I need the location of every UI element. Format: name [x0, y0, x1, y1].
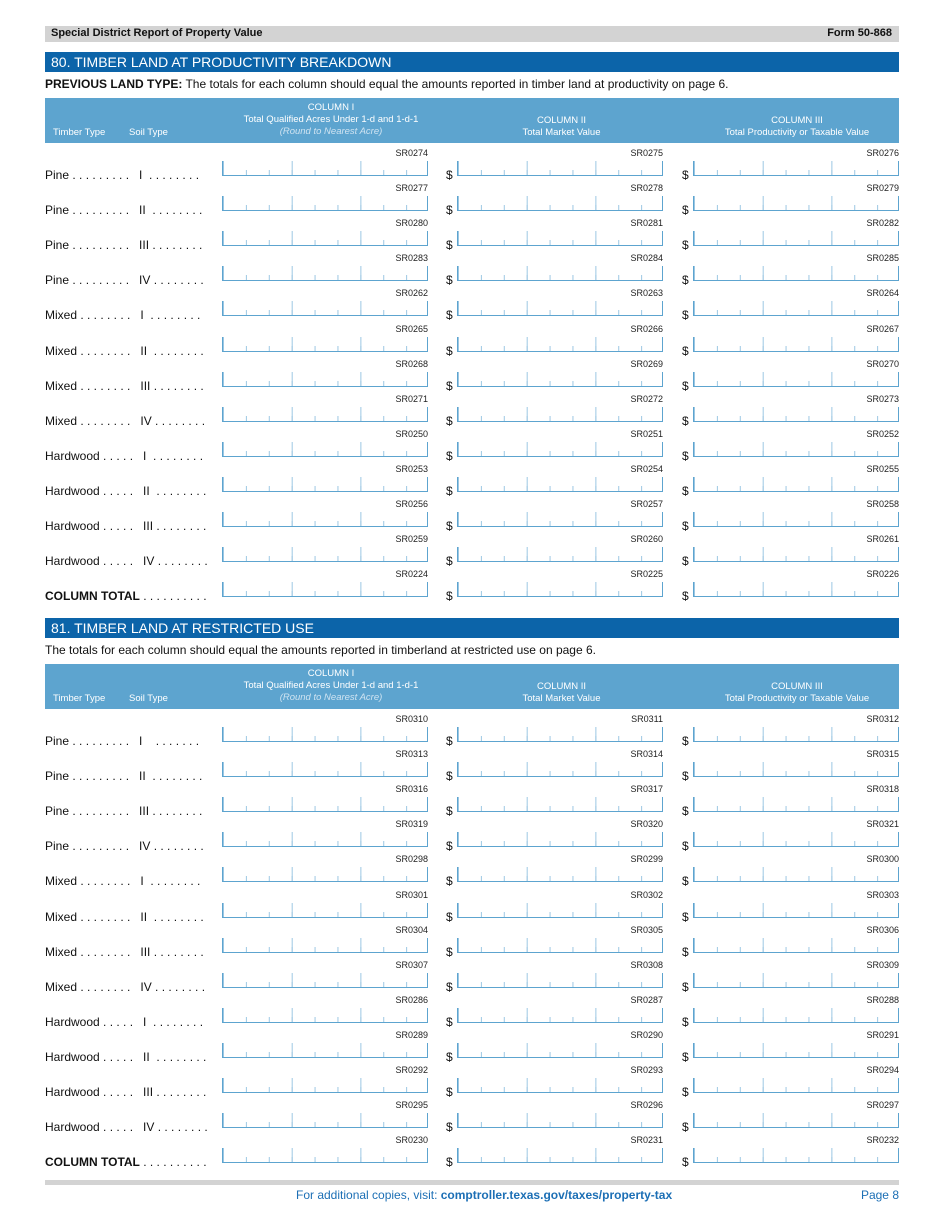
row-label: Mixed . . . . . . . . II . . . . . . . . [45, 909, 204, 924]
section-instructions [45, 643, 596, 657]
column-1-header: COLUMN I Total Qualified Acres Under 1-d and 1-d-1 (Round to Nearest Acre) [243, 668, 419, 703]
productivity-value-input[interactable] [693, 301, 899, 316]
column-2-header: COLUMN II Total Market Value [522, 681, 601, 704]
field-code: SR0256 [395, 499, 428, 509]
acres-input[interactable] [222, 196, 428, 211]
row-label: Hardwood . . . . . I . . . . . . . . [45, 1014, 204, 1029]
row-label: Hardwood . . . . . II . . . . . . . . [45, 483, 207, 498]
column-header [45, 98, 899, 143]
dollar-sign: $ [682, 519, 689, 533]
productivity-value-input[interactable] [693, 762, 899, 777]
dollar-sign: $ [682, 1014, 689, 1029]
acres-input[interactable] [222, 938, 428, 953]
dollar-sign: $ [446, 483, 453, 498]
dollar-sign: $ [682, 483, 689, 498]
dollar-sign: $ [682, 413, 689, 428]
dollar-sign: $ [682, 874, 689, 889]
market-value-input[interactable] [457, 1043, 663, 1058]
field-code: SR0259 [395, 534, 428, 545]
dollar-sign: $ [682, 168, 689, 182]
table-row [0, 889, 950, 924]
acres-input[interactable] [222, 161, 428, 176]
row-label: Pine . . . . . . . . . IV . . . . . . . . [45, 839, 204, 854]
productivity-value-input[interactable] [693, 727, 899, 742]
market-value-input[interactable] [457, 442, 663, 457]
dollar-sign: $ [682, 804, 689, 819]
productivity-value-input[interactable] [693, 1113, 899, 1128]
field-code: SR0275 [630, 148, 663, 158]
row-label: Mixed . . . . . . . . IV . . . . . . . . [45, 413, 206, 428]
dollar-sign: $ [446, 343, 453, 358]
dollar-sign: $ [446, 378, 453, 393]
field-code: SR0263 [630, 288, 663, 299]
field-code: SR0287 [630, 994, 663, 1005]
dollar-sign: $ [446, 1049, 453, 1064]
row-label: Hardwood . . . . . III . . . . . . . . [45, 1085, 207, 1099]
dollar-sign: $ [682, 909, 689, 924]
column-3-header: COLUMN III Total Productivity or Taxable Value [724, 681, 870, 704]
field-code: SR0318 [866, 784, 899, 795]
row-label: Pine . . . . . . . . . I . . . . . . . . [45, 168, 200, 182]
field-code: SR0297 [866, 1100, 899, 1111]
field-code: SR0273 [866, 393, 899, 404]
table-row [0, 818, 950, 853]
productivity-value-input[interactable] [693, 938, 899, 953]
soil-type-header: Soil Type [129, 127, 168, 138]
field-code: SR0292 [395, 1065, 428, 1075]
acres-input[interactable] [222, 477, 428, 492]
soil-type-header: Soil Type [129, 693, 168, 704]
productivity-value-input[interactable] [693, 266, 899, 281]
productivity-value-input[interactable] [693, 797, 899, 812]
field-code: SR0252 [866, 428, 899, 439]
dollar-sign: $ [446, 874, 453, 889]
row-label: Hardwood . . . . . IV . . . . . . . . [45, 554, 208, 569]
field-code: SR0302 [630, 889, 663, 900]
dollar-sign: $ [446, 1120, 453, 1135]
dollar-sign: $ [682, 308, 689, 323]
dollar-sign: $ [682, 734, 689, 748]
field-code: SR0296 [630, 1100, 663, 1111]
row-label: Hardwood . . . . . IV . . . . . . . . [45, 1120, 208, 1135]
market-value-input[interactable] [457, 867, 663, 882]
table-row [0, 853, 950, 888]
row-label: Hardwood . . . . . II . . . . . . . . [45, 1049, 207, 1064]
table-row [0, 463, 950, 498]
field-code: SR0298 [395, 854, 428, 865]
field-code: SR0321 [866, 819, 899, 830]
field-code: SR0225 [630, 569, 663, 580]
field-code: SR0264 [866, 288, 899, 299]
productivity-value-input[interactable] [693, 161, 899, 176]
row-label: Pine . . . . . . . . . II . . . . . . . . [45, 203, 203, 218]
productivity-value-input[interactable] [693, 903, 899, 918]
market-value-input[interactable] [457, 547, 663, 562]
field-code: SR0251 [630, 428, 663, 439]
field-code: SR0258 [866, 499, 899, 509]
field-code: SR0257 [630, 499, 663, 509]
field-code: SR0280 [395, 218, 428, 229]
acres-input[interactable] [222, 1113, 428, 1128]
row-label: COLUMN TOTAL . . . . . . . . . . [45, 589, 207, 604]
field-code: SR0226 [866, 569, 899, 580]
row-label: Pine . . . . . . . . . IV . . . . . . . . [45, 273, 204, 288]
dollar-sign: $ [682, 273, 689, 288]
field-code: SR0260 [630, 534, 663, 545]
field-code: SR0276 [866, 148, 899, 158]
productivity-value-input[interactable] [693, 512, 899, 527]
column-3-header: COLUMN III Total Productivity or Taxable Value [724, 115, 870, 138]
field-code: SR0312 [866, 714, 899, 724]
dollar-sign: $ [446, 168, 453, 182]
field-code: SR0286 [395, 994, 428, 1005]
dollar-sign: $ [446, 804, 453, 819]
productivity-value-input[interactable] [693, 1008, 899, 1023]
acres-input[interactable] [222, 1078, 428, 1093]
field-code: SR0289 [395, 1029, 428, 1040]
acres-input[interactable] [222, 797, 428, 812]
acres-input[interactable] [222, 372, 428, 387]
dollar-sign: $ [682, 839, 689, 854]
field-code: SR0262 [395, 288, 428, 299]
section-title: 80. TIMBER LAND AT PRODUCTIVITY BREAKDOWN [45, 52, 899, 72]
table-row [0, 182, 950, 217]
field-code: SR0304 [395, 924, 428, 935]
row-label: Mixed . . . . . . . . I . . . . . . . . [45, 874, 201, 889]
field-code: SR0319 [395, 819, 428, 830]
column-total-row [0, 1134, 950, 1169]
market-value-input[interactable] [457, 372, 663, 387]
productivity-value-input[interactable] [693, 1148, 899, 1163]
dollar-sign: $ [446, 944, 453, 959]
field-code: SR0271 [395, 393, 428, 404]
field-code: SR0314 [630, 749, 663, 760]
market-value-input[interactable] [457, 477, 663, 492]
market-value-input[interactable] [457, 762, 663, 777]
market-value-input[interactable] [457, 938, 663, 953]
row-label: Pine . . . . . . . . . II . . . . . . . . [45, 769, 203, 784]
field-code: SR0282 [866, 218, 899, 229]
table-row [0, 924, 950, 959]
acres-input[interactable] [222, 337, 428, 352]
acres-input[interactable] [222, 407, 428, 422]
instructions-text: The totals for each column should equal the amounts reported in timber land at productivity on page 6. [182, 77, 729, 91]
form-title: Special District Report of Property Value [51, 27, 263, 39]
table-row [0, 498, 950, 533]
acres-input[interactable] [222, 1148, 428, 1163]
row-label: Pine . . . . . . . . . III . . . . . . . . [45, 238, 203, 253]
row-label: COLUMN TOTAL . . . . . . . . . . [45, 1155, 207, 1170]
field-code: SR0308 [630, 959, 663, 970]
field-code: SR0300 [866, 854, 899, 865]
field-code: SR0315 [866, 749, 899, 760]
field-code: SR0301 [395, 889, 428, 900]
section-instructions [45, 77, 728, 91]
dollar-sign: $ [446, 589, 453, 604]
productivity-value-input[interactable] [693, 973, 899, 988]
column-total-row [0, 568, 950, 603]
productivity-value-input[interactable] [693, 867, 899, 882]
acres-input[interactable] [222, 1008, 428, 1023]
field-code: SR0274 [395, 148, 428, 158]
field-code: SR0291 [866, 1029, 899, 1040]
market-value-input[interactable] [457, 797, 663, 812]
field-code: SR0277 [395, 183, 428, 194]
row-label: Hardwood . . . . . I . . . . . . . . [45, 448, 204, 463]
footer-link-text: For additional copies, visit: comptroller.texas.gov/taxes/property-tax [296, 1188, 673, 1202]
field-code: SR0250 [395, 428, 428, 439]
dollar-sign: $ [682, 1085, 689, 1099]
dollar-sign: $ [446, 554, 453, 569]
dollar-sign: $ [682, 944, 689, 959]
acres-input[interactable] [222, 582, 428, 597]
dollar-sign: $ [446, 734, 453, 748]
table-row [0, 287, 950, 322]
dollar-sign: $ [446, 1014, 453, 1029]
field-code: SR0306 [866, 924, 899, 935]
productivity-value-input[interactable] [693, 547, 899, 562]
market-value-input[interactable] [457, 1008, 663, 1023]
instructions-label: PREVIOUS LAND TYPE: [45, 77, 183, 91]
dollar-sign: $ [446, 448, 453, 463]
acres-input[interactable] [222, 442, 428, 457]
productivity-value-input[interactable] [693, 832, 899, 847]
table-row [0, 959, 950, 994]
field-code: SR0310 [395, 714, 428, 724]
row-label: Mixed . . . . . . . . III . . . . . . . . [45, 378, 204, 393]
table-row [0, 252, 950, 287]
acres-input[interactable] [222, 547, 428, 562]
dollar-sign: $ [446, 909, 453, 924]
field-code: SR0279 [866, 183, 899, 194]
field-code: SR0230 [395, 1135, 428, 1146]
table-row [0, 147, 950, 182]
dollar-sign: $ [682, 1120, 689, 1135]
row-label: Hardwood . . . . . III . . . . . . . . [45, 519, 207, 533]
field-code: SR0254 [630, 463, 663, 474]
dollar-sign: $ [446, 769, 453, 784]
dollar-sign: $ [446, 1155, 453, 1170]
dollar-sign: $ [446, 979, 453, 994]
dollar-sign: $ [682, 1049, 689, 1064]
page-number: Page 8 [860, 1188, 899, 1202]
table-row [0, 713, 950, 748]
field-code: SR0294 [866, 1065, 899, 1075]
dollar-sign: $ [446, 839, 453, 854]
market-value-input[interactable] [457, 973, 663, 988]
market-value-input[interactable] [457, 407, 663, 422]
acres-input[interactable] [222, 231, 428, 246]
dollar-sign: $ [682, 589, 689, 604]
field-code: SR0283 [395, 253, 428, 264]
field-code: SR0269 [630, 358, 663, 369]
table-row [0, 748, 950, 783]
field-code: SR0255 [866, 463, 899, 474]
table-row [0, 323, 950, 358]
market-value-input[interactable] [457, 1078, 663, 1093]
dollar-sign: $ [446, 1085, 453, 1099]
acres-input[interactable] [222, 266, 428, 281]
field-code: SR0253 [395, 463, 428, 474]
row-label: Pine . . . . . . . . . I . . . . . . . [45, 734, 200, 748]
market-value-input[interactable] [457, 301, 663, 316]
dollar-sign: $ [682, 343, 689, 358]
field-code: SR0285 [866, 253, 899, 264]
acres-input[interactable] [222, 903, 428, 918]
productivity-value-input[interactable] [693, 477, 899, 492]
market-value-input[interactable] [457, 903, 663, 918]
dollar-sign: $ [682, 979, 689, 994]
field-code: SR0267 [866, 323, 899, 334]
acres-input[interactable] [222, 512, 428, 527]
dollar-sign: $ [682, 378, 689, 393]
productivity-value-input[interactable] [693, 231, 899, 246]
table-row [0, 1099, 950, 1134]
dollar-sign: $ [682, 1155, 689, 1170]
acres-input[interactable] [222, 727, 428, 742]
dollar-sign: $ [682, 554, 689, 569]
dollar-sign: $ [446, 203, 453, 218]
table-row [0, 1064, 950, 1099]
table-row [0, 217, 950, 252]
field-code: SR0270 [866, 358, 899, 369]
market-value-input[interactable] [457, 582, 663, 597]
dollar-sign: $ [446, 519, 453, 533]
acres-input[interactable] [222, 832, 428, 847]
table-row [0, 1029, 950, 1064]
dollar-sign: $ [682, 238, 689, 253]
field-code: SR0307 [395, 959, 428, 970]
timber-type-header: Timber Type [53, 693, 106, 704]
market-value-input[interactable] [457, 1113, 663, 1128]
page-header-bar [45, 26, 899, 42]
row-label: Mixed . . . . . . . . II . . . . . . . . [45, 343, 204, 358]
column-1-header: COLUMN I Total Qualified Acres Under 1-d and 1-d-1 (Round to Nearest Acre) [243, 102, 419, 137]
field-code: SR0284 [630, 253, 663, 264]
dollar-sign: $ [682, 448, 689, 463]
row-label: Mixed . . . . . . . . I . . . . . . . . [45, 308, 201, 323]
market-value-input[interactable] [457, 266, 663, 281]
table-row [0, 994, 950, 1029]
productivity-value-input[interactable] [693, 372, 899, 387]
dollar-sign: $ [446, 413, 453, 428]
market-value-input[interactable] [457, 337, 663, 352]
field-code: SR0320 [630, 819, 663, 830]
field-code: SR0288 [866, 994, 899, 1005]
dollar-sign: $ [446, 238, 453, 253]
table-row [0, 533, 950, 568]
field-code: SR0311 [631, 714, 663, 724]
acres-input[interactable] [222, 1043, 428, 1058]
productivity-value-input[interactable] [693, 196, 899, 211]
market-value-input[interactable] [457, 727, 663, 742]
acres-input[interactable] [222, 301, 428, 316]
productivity-value-input[interactable] [693, 1078, 899, 1093]
field-code: SR0293 [630, 1065, 663, 1075]
timber-type-header: Timber Type [53, 127, 106, 138]
row-label: Mixed . . . . . . . . IV . . . . . . . . [45, 979, 206, 994]
acres-input[interactable] [222, 973, 428, 988]
field-code: SR0295 [395, 1100, 428, 1111]
row-label: Pine . . . . . . . . . III . . . . . . . . [45, 804, 203, 819]
field-code: SR0281 [630, 218, 663, 229]
market-value-input[interactable] [457, 832, 663, 847]
productivity-value-input[interactable] [693, 407, 899, 422]
field-code: SR0261 [866, 534, 899, 545]
productivity-value-input[interactable] [693, 1043, 899, 1058]
table-row [0, 428, 950, 463]
productivity-value-input[interactable] [693, 582, 899, 597]
acres-input[interactable] [222, 867, 428, 882]
dollar-sign: $ [446, 273, 453, 288]
field-code: SR0317 [630, 784, 663, 795]
field-code: SR0316 [395, 784, 428, 795]
field-code: SR0232 [866, 1135, 899, 1146]
table-row [0, 393, 950, 428]
market-value-input[interactable] [457, 1148, 663, 1163]
field-code: SR0303 [866, 889, 899, 900]
table-row [0, 358, 950, 393]
dollar-sign: $ [682, 769, 689, 784]
productivity-value-input[interactable] [693, 442, 899, 457]
market-value-input[interactable] [457, 231, 663, 246]
table-row [0, 783, 950, 818]
field-code: SR0299 [630, 854, 663, 865]
column-header [45, 664, 899, 709]
productivity-value-input[interactable] [693, 337, 899, 352]
field-code: SR0268 [395, 358, 428, 369]
field-code: SR0305 [630, 924, 663, 935]
dollar-sign: $ [682, 203, 689, 218]
acres-input[interactable] [222, 762, 428, 777]
field-code: SR0224 [395, 569, 428, 580]
field-code: SR0278 [630, 183, 663, 194]
field-code: SR0290 [630, 1029, 663, 1040]
dollar-sign: $ [446, 308, 453, 323]
form-number: Form 50-868 [827, 27, 892, 39]
section-title: 81. TIMBER LAND AT RESTRICTED USE [45, 618, 899, 638]
instructions-text: The totals for each column should equal the amounts reported in timberland at restricted use on page 6. [45, 643, 596, 657]
market-value-input[interactable] [457, 161, 663, 176]
market-value-input[interactable] [457, 512, 663, 527]
field-code: SR0309 [866, 959, 899, 970]
column-2-header: COLUMN II Total Market Value [522, 115, 601, 138]
field-code: SR0231 [630, 1135, 663, 1146]
field-code: SR0272 [630, 393, 663, 404]
field-code: SR0313 [395, 749, 428, 760]
row-label: Mixed . . . . . . . . III . . . . . . . . [45, 944, 204, 959]
field-code: SR0265 [395, 323, 428, 334]
footer-url[interactable]: comptroller.texas.gov/taxes/property-tax [440, 1188, 673, 1202]
footer-divider [45, 1180, 899, 1185]
market-value-input[interactable] [457, 196, 663, 211]
field-code: SR0266 [630, 323, 663, 334]
